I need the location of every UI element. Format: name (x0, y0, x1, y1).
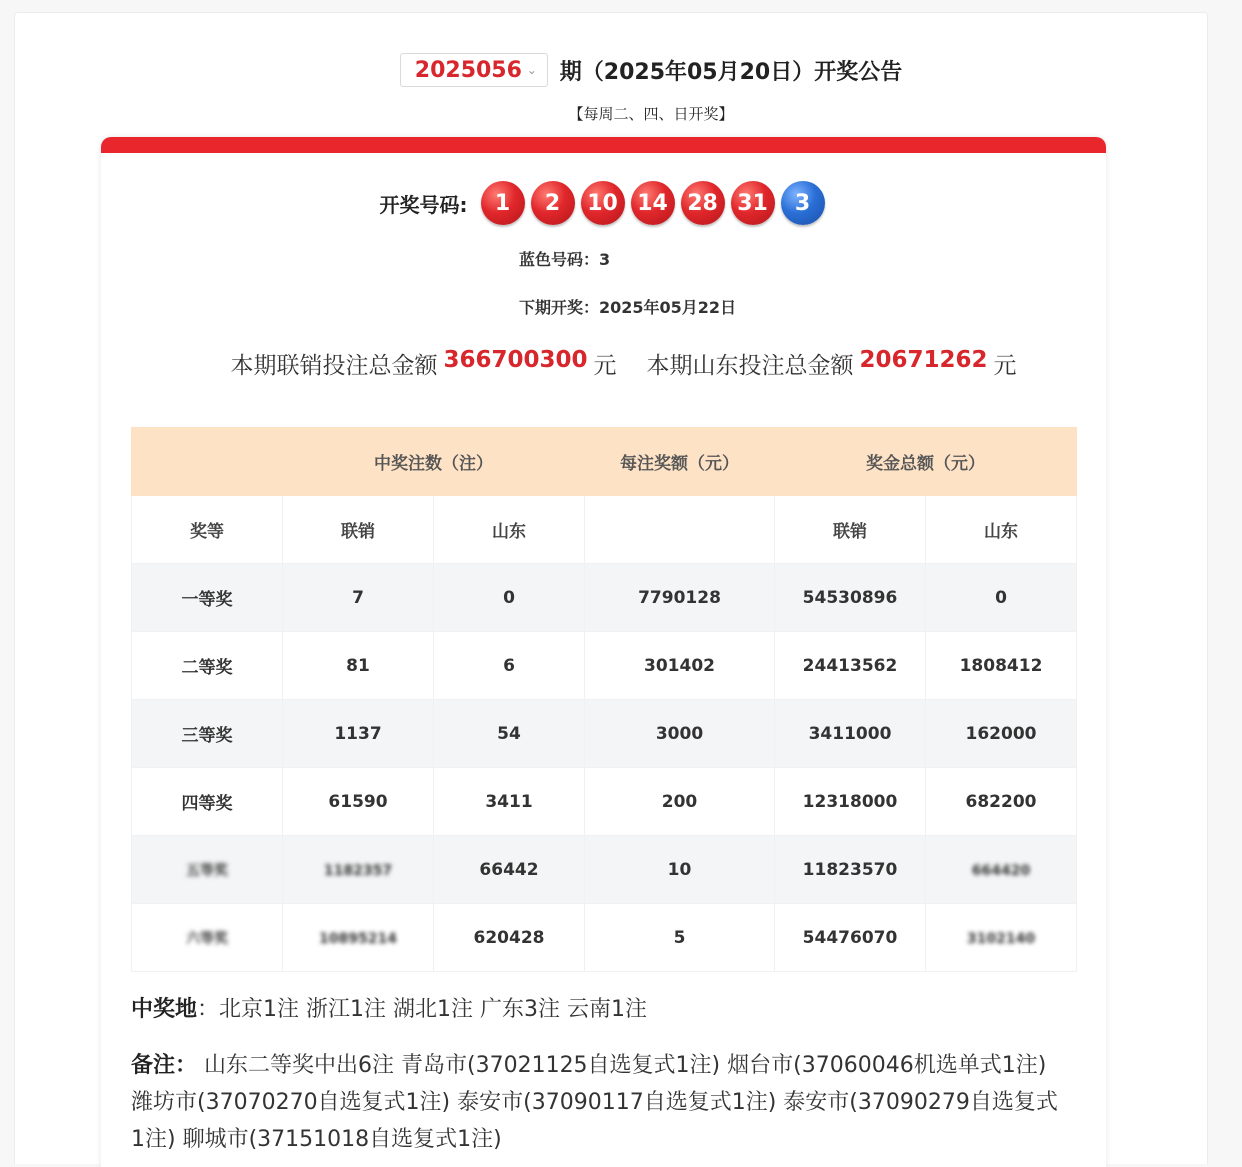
draw-schedule: 【每周二、四、日开奖】 (568, 105, 734, 123)
table-row (132, 904, 1077, 972)
table-row (132, 564, 1077, 632)
table-header-row (132, 428, 1077, 496)
cell-total-shandong (926, 904, 1077, 972)
red-ball: 31 (731, 181, 775, 225)
cell-total-union: 11823570 (775, 836, 926, 904)
union-sales-label: 本期联销投注总金额 (230, 353, 438, 379)
subheader-count-union: 联销 (283, 496, 434, 564)
header-total: 奖金总额（元） (775, 428, 1077, 496)
issue-select[interactable] (400, 53, 548, 87)
union-sales-unit: 元 (593, 353, 617, 379)
cell-total-union: 54530896 (775, 564, 926, 632)
issue-title: 期（2025年05月20日）开奖公告 (559, 59, 903, 85)
subheader-per-prize (585, 496, 775, 564)
cell-total-shandong (926, 836, 1077, 904)
red-ball: 14 (631, 181, 675, 225)
remark (131, 1047, 1071, 1158)
cell-count-union (283, 904, 434, 972)
header-per-prize: 每注奖额（元） (585, 428, 775, 496)
cell-count-union: 81 (283, 632, 434, 700)
cell-per-prize: 10 (585, 836, 775, 904)
subheader-total-union: 联销 (775, 496, 926, 564)
cell-total-shandong: 1808412 (926, 632, 1077, 700)
union-sales-amount: 366700300 (443, 347, 588, 373)
subheader-total-shandong: 山东 (926, 496, 1077, 564)
cell-total-shandong: 682200 (926, 768, 1077, 836)
subheader-count-shandong: 山东 (434, 496, 585, 564)
winning-locations-text: ：北京1注 浙江1注 湖北1注 广东3注 云南1注 (197, 997, 647, 1022)
blurred-text: 3102140 (966, 930, 1036, 947)
card-top-bar (101, 137, 1106, 153)
cell-count-shandong: 54 (434, 700, 585, 768)
cell-per-prize: 5 (585, 904, 775, 972)
blurred-text: 六等奖 (186, 930, 228, 947)
header-count: 中奖注数（注） (283, 428, 585, 496)
winning-locations-label: 中奖地 (131, 997, 198, 1022)
blue-ball: 3 (781, 181, 825, 225)
prize-table (131, 427, 1077, 972)
cell-count-union: 7 (283, 564, 434, 632)
winning-locations (131, 992, 647, 1023)
cell-per-prize: 200 (585, 768, 775, 836)
red-ball: 2 (531, 181, 575, 225)
blue-number-line: 蓝色号码：3 (519, 250, 611, 269)
red-ball: 10 (581, 181, 625, 225)
cell-total-union: 12318000 (775, 768, 926, 836)
red-ball: 28 (681, 181, 725, 225)
shandong-sales-unit: 元 (993, 353, 1017, 379)
subheader-level: 奖等 (132, 496, 283, 564)
cell-count-union: 61590 (283, 768, 434, 836)
table-row (132, 836, 1077, 904)
next-draw-line: 下期开奖：2025年05月22日 (519, 298, 737, 317)
cell-per-prize: 7790128 (585, 564, 775, 632)
table-row (132, 768, 1077, 836)
blurred-text: 664420 (971, 862, 1031, 879)
cell-count-shandong: 6 (434, 632, 585, 700)
cell-count-shandong: 0 (434, 564, 585, 632)
blurred-text: 10895214 (319, 930, 397, 947)
cell-level (132, 904, 283, 972)
blurred-text: 1182357 (323, 862, 393, 879)
announcement-page (14, 12, 1208, 1164)
results-card (101, 137, 1106, 1167)
cell-level: 四等奖 (132, 768, 283, 836)
remark-text: 山东二等奖中出6注 青岛市(37021125自选复式1注) 烟台市(37060046机选单式1注) 潍坊市(37070270自选复式1注) 泰安市(37090117自选复式1注) 泰安市(37090279自选复式1注) 聊城市(37151018自选复式1注) (131, 1053, 1058, 1152)
table-subheader-row (132, 496, 1077, 564)
table-row (132, 700, 1077, 768)
cell-count-shandong: 3411 (434, 768, 585, 836)
cell-count-shandong: 620428 (434, 904, 585, 972)
red-ball: 1 (481, 181, 525, 225)
cell-total-shandong: 0 (926, 564, 1077, 632)
blurred-text: 五等奖 (186, 862, 228, 879)
cell-level: 二等奖 (132, 632, 283, 700)
cell-count-union: 1137 (283, 700, 434, 768)
chevron-down-icon: ⌄ (526, 63, 537, 77)
cell-level: 一等奖 (132, 564, 283, 632)
cell-count-union (283, 836, 434, 904)
cell-level (132, 836, 283, 904)
cell-total-shandong: 162000 (926, 700, 1077, 768)
sales-summary (121, 347, 1106, 380)
cell-level: 三等奖 (132, 700, 283, 768)
winning-numbers (101, 181, 1106, 225)
table-header-cell (132, 428, 283, 496)
winning-numbers-label: 开奖号码: (379, 192, 468, 217)
cell-per-prize: 3000 (585, 700, 775, 768)
issue-select-value: 2025056 (414, 57, 522, 83)
issue-header (55, 53, 1242, 87)
remark-label: 备注： (131, 1053, 198, 1078)
table-row (132, 632, 1077, 700)
shandong-sales-amount: 20671262 (859, 347, 988, 373)
cell-total-union: 3411000 (775, 700, 926, 768)
cell-per-prize: 301402 (585, 632, 775, 700)
cell-total-union: 54476070 (775, 904, 926, 972)
shandong-sales-label: 本期山东投注总金额 (646, 353, 854, 379)
cell-total-union: 24413562 (775, 632, 926, 700)
cell-count-shandong: 66442 (434, 836, 585, 904)
